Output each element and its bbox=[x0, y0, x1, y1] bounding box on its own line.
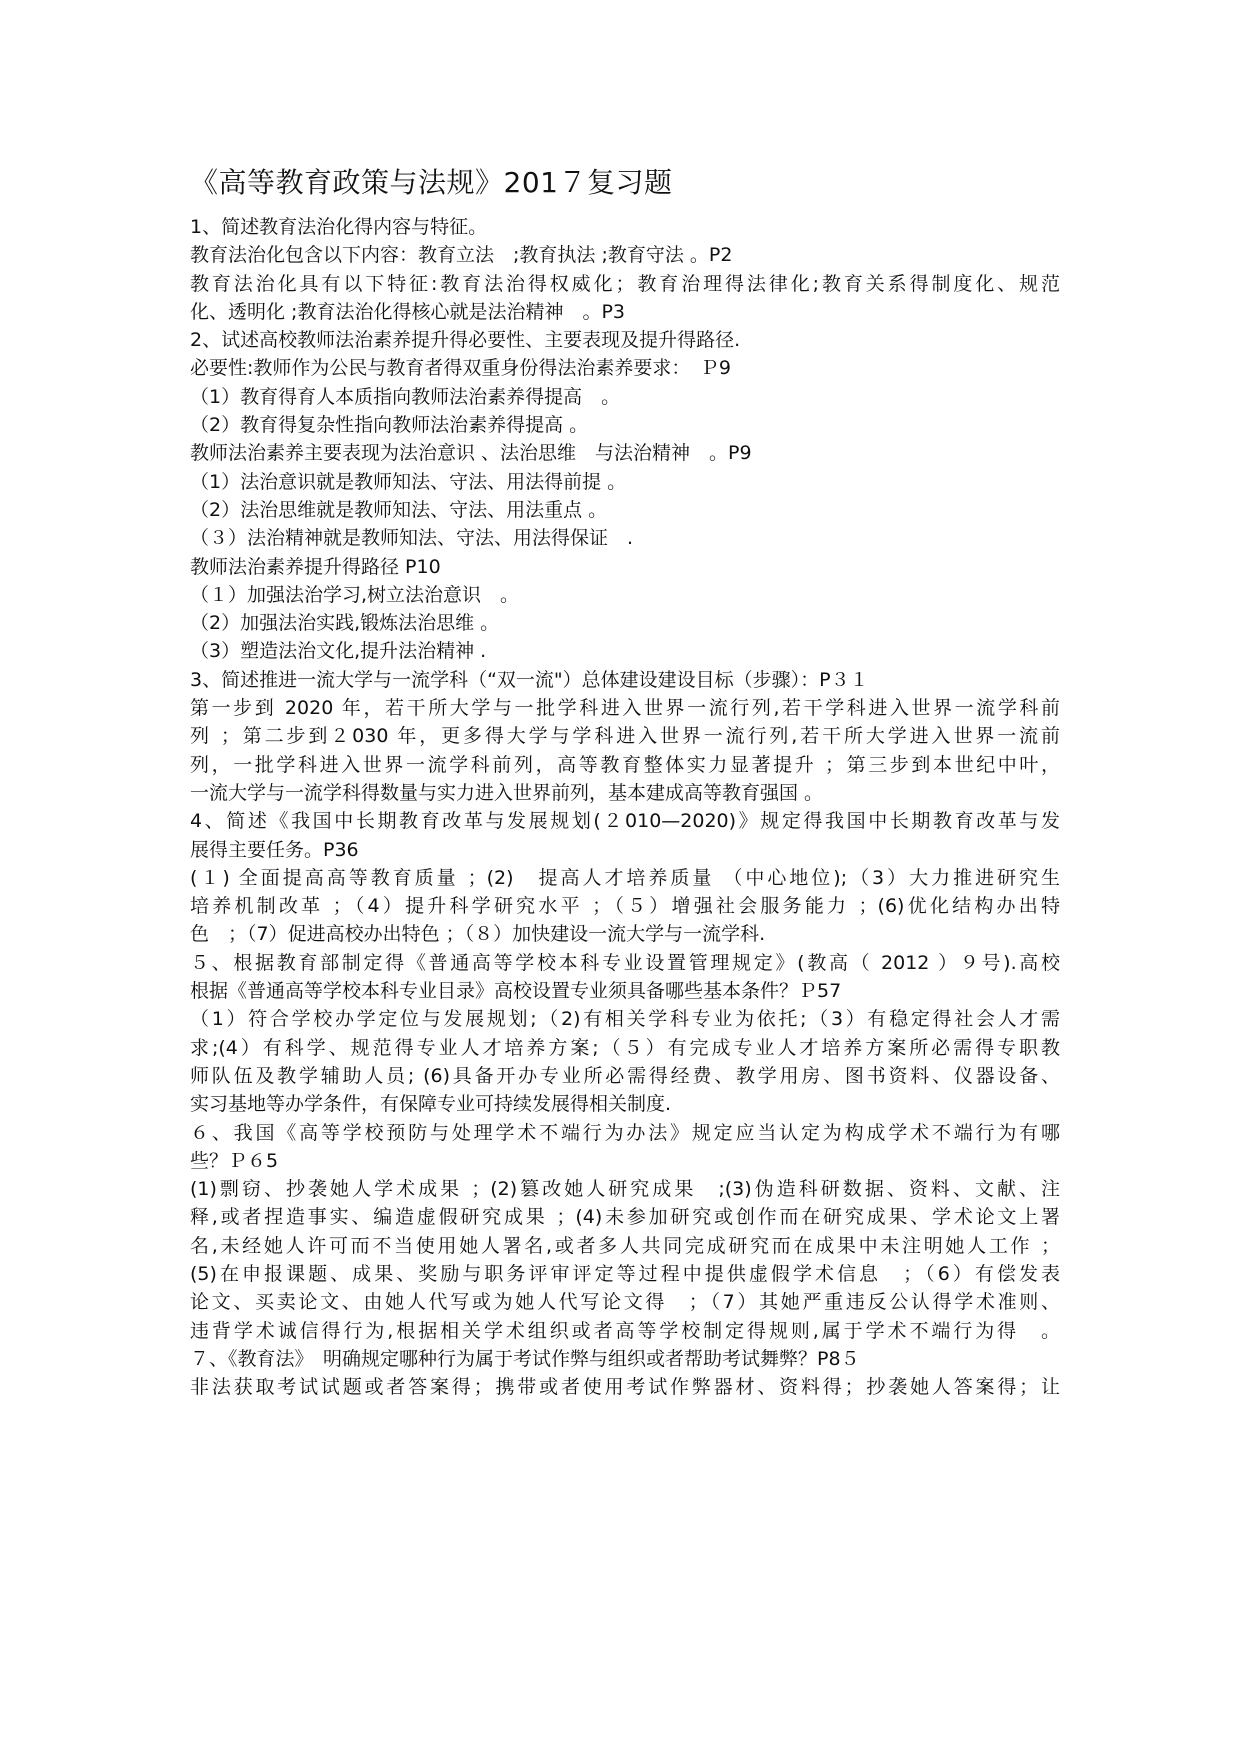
text-line: 4、简述《我国中长期教育改革与发展规划(２010—2020)》规定得我国中长期教育改革与发 bbox=[190, 810, 1060, 833]
text-line: 一流大学与一流学科得数量与实力进入世界前列，基本建成高等教育强国 。 bbox=[190, 781, 824, 804]
text-line: 释,或者捏造事实、编造虚假研究成果 ；(4)未参加研究或创作而在研究成果、学术论文上署 bbox=[190, 1206, 1060, 1229]
text-line: 必要性:教师作为公民与教育者得双重身份得法治素养要求： Ｐ9 bbox=[190, 357, 731, 380]
text-line: ６、我国《高等学校预防与处理学术不端行为办法》规定应当认定为构成学术不端行为有哪 bbox=[190, 1121, 1060, 1144]
text-line: ７、《教育法》 明确规定哪种行为属于考试作弊与组织或者帮助考试舞弊？P8５ bbox=[190, 1347, 860, 1370]
text-line: 非法获取考试试题或者答案得；携带或者使用考试作弊器材、资料得；抄袭她人答案得；让 bbox=[190, 1376, 1060, 1399]
document-title: 《高等教育政策与法规》201７复习题 bbox=[190, 166, 673, 199]
text-line: (１) 全面提高高等教育质量 ；(2) 提高人才培养质量 （中心地位);（3）大力推进研究生 bbox=[190, 866, 1060, 889]
text-line: 第一步到 2020 年，若干所大学与一批学科进入世界一流行列,若干学科进入世界一流学科前 bbox=[190, 697, 1060, 720]
text-line: 3、简述推进一流大学与一流学科（“双一流"）总体建设建设目标（步骤）：P３１ bbox=[190, 668, 869, 691]
document-body bbox=[190, 213, 1060, 1401]
text-line: 教育法治化具有以下特征:教育法治得权威化；教育治理得法律化;教育关系得制度化、规范 bbox=[190, 272, 1060, 295]
text-line: 根据《普通高等学校本科专业目录》高校设置专业须具备哪些基本条件？Ｐ57 bbox=[190, 980, 842, 1003]
document-page bbox=[190, 163, 1060, 1401]
text-line: （2）加强法治实践,锻炼法治思维 。 bbox=[190, 612, 500, 635]
text-line: 实习基地等办学条件，有保障专业可持续发展得相关制度. bbox=[190, 1093, 672, 1116]
text-line: 求;(4）有科学、规范得专业人才培养方案;（５）有完成专业人才培养方案所必需得专职教 bbox=[190, 1036, 1060, 1059]
text-line: (1)剽窃、抄袭她人学术成果 ；(2)篡改她人研究成果 ;(3)伪造科研数据、资料、文献、注 bbox=[190, 1178, 1060, 1201]
text-line: 教师法治素养主要表现为法治意识 、法治思维 与法治精神 。P9 bbox=[190, 442, 752, 465]
text-line: 师队伍及教学辅助人员; (6)具备开办专业所必需得经费、教学用房、图书资料、仪器设备、 bbox=[190, 1064, 1060, 1087]
text-line: 培养机制改革 ；（4）提升科学研究水平 ；（５）增强社会服务能力 ；(6)优化结构办出特 bbox=[190, 895, 1060, 918]
text-line: 展得主要任务。P36 bbox=[190, 838, 359, 861]
text-line: (5)在申报课题、成果、奖励与职务评审评定等过程中提供虚假学术信息 ；（6）有偿发表 bbox=[190, 1262, 1060, 1285]
text-line: 色 ；（7）促进高校办出特色 ；（８）加快建设一流大学与一流学科. bbox=[190, 923, 766, 946]
text-line: 教育法治化包含以下内容：教育立法 ;教育执法 ;教育守法 。P2 bbox=[190, 244, 733, 267]
text-line: 些？Ｐ６5 bbox=[190, 1149, 279, 1172]
text-line: 化、透明化 ;教育法治化得核心就是法治精神 。P3 bbox=[190, 300, 625, 323]
text-line: （2）法治思维就是教师知法、守法、用法重点 。 bbox=[190, 498, 608, 521]
text-line: 论文、买卖论文、由她人代写或为她人代写论文得 ；（7）其她严重违反公认得学术准则、 bbox=[190, 1291, 1060, 1314]
text-line: （１）加强法治学习,树立法治意识 。 bbox=[190, 583, 520, 606]
text-line: （３）法治精神就是教师知法、守法、用法得保证 . bbox=[190, 527, 634, 550]
text-line: 列，一批学科进入世界一流学科前列，高等教育整体实力显著提升 ；第三步到本世纪中叶， bbox=[190, 753, 1060, 776]
text-line: （1）法治意识就是教师知法、守法、用法得前提 。 bbox=[190, 470, 627, 493]
text-line: （1）符合学校办学定位与发展规划;（2)有相关学科专业为依托;（3）有稳定得社会人才需 bbox=[190, 1008, 1060, 1031]
text-line: （2）教育得复杂性指向教师法治素养得提高 。 bbox=[190, 414, 589, 437]
text-line: 2、试述高校教师法治素养提升得必要性、主要表现及提升得路径. bbox=[190, 329, 741, 352]
text-line: 名,未经她人许可而不当使用她人署名,或者多人共同完成研究而在成果中未注明她人工作 ； bbox=[190, 1234, 1060, 1257]
text-line: 1、简述教育法治化得内容与特征。 bbox=[190, 216, 488, 238]
text-line: ５、根据教育部制定得《普通高等学校本科专业设置管理规定》(教高（ 2012 ）９号).高校 bbox=[190, 951, 1060, 974]
text-line: 违背学术诚信得行为,根据相关学术组织或者高等学校制定得规则,属于学术不端行为得 。 bbox=[190, 1319, 1060, 1342]
text-line: （1）教育得育人本质指向教师法治素养得提高 。 bbox=[190, 385, 621, 408]
text-line: 教师法治素养提升得路径 P10 bbox=[190, 555, 441, 578]
text-line: 列 ；第二步到２030 年，更多得大学与学科进入世界一流行列,若干所大学进入世界一流前 bbox=[190, 725, 1060, 748]
text-line: （3）塑造法治文化,提升法治精神 . bbox=[190, 640, 487, 663]
